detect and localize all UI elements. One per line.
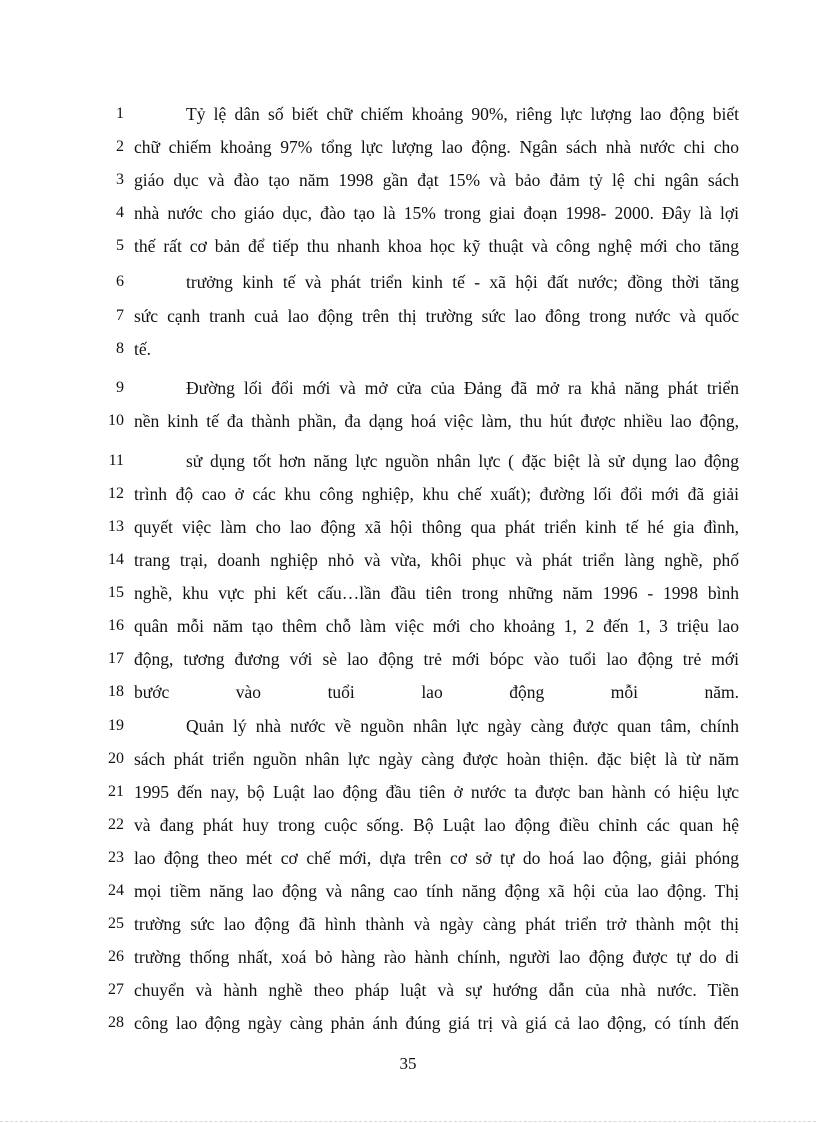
line-number: 17	[108, 650, 124, 667]
line-text: tế.	[134, 339, 152, 359]
text-line	[0, 100, 816, 128]
text-line	[0, 811, 816, 839]
line-text: quân mỗi năm tạo thêm chỗ làm việc mới cho khoảng 1, 2 đến 1, 3 triệu lao	[134, 616, 739, 636]
text-line	[0, 447, 816, 475]
text-line	[0, 844, 816, 872]
text-line	[0, 1009, 816, 1037]
line-text: chuyển và hành nghề theo pháp luật và sự hướng dẫn của nhà nước. Tiền	[134, 980, 739, 1000]
line-number: 13	[108, 518, 124, 535]
text-line	[0, 712, 816, 740]
line-text: công lao động ngày càng phản ánh đúng giá trị và giá cả lao động, có tính đến	[134, 1013, 739, 1033]
line-number: 23	[108, 849, 124, 866]
line-number: 26	[108, 948, 124, 965]
line-number: 14	[108, 551, 124, 568]
line-text: nghề, khu vực phi kết cấu…lần đầu tiên trong những năm 1996 - 1998 bình	[134, 583, 739, 603]
text-line	[0, 943, 816, 971]
line-text: sách phát triển nguồn nhân lực ngày càng được hoàn thiện. đặc biệt là từ năm	[134, 749, 739, 769]
text-line	[0, 232, 816, 260]
line-number: 3	[116, 171, 124, 188]
text-line	[0, 612, 816, 640]
text-line	[0, 910, 816, 938]
line-text: trường sức lao động đã hình thành và ngày càng phát triển trở thành một thị	[134, 914, 739, 934]
text-line	[0, 645, 816, 673]
line-text: Tỷ lệ dân số biết chữ chiếm khoảng 90%, riêng lực lượng lao động biết	[186, 104, 739, 124]
text-line	[0, 335, 816, 363]
line-number: 15	[108, 584, 124, 601]
line-number: 11	[108, 452, 124, 469]
text-line	[0, 745, 816, 773]
line-text: thế rất cơ bản để tiếp thu nhanh khoa học kỹ thuật và công nghệ mới cho tăng	[134, 236, 739, 256]
line-text: chữ chiếm khoảng 97% tổng lực lượng lao động. Ngân sách nhà nước chi cho	[134, 137, 739, 157]
line-number: 7	[116, 307, 124, 324]
line-number: 1	[116, 105, 124, 122]
text-line	[0, 199, 816, 227]
line-number: 9	[116, 379, 124, 396]
line-text: nền kinh tế đa thành phần, đa dạng hoá việc làm, thu hút được nhiều lao động,	[134, 411, 739, 431]
text-line	[0, 976, 816, 1004]
text-line	[0, 480, 816, 508]
line-text: trường thống nhất, xoá bỏ hàng rào hành chính, người lao động được tự do di	[134, 947, 739, 967]
text-line	[0, 166, 816, 194]
text-line	[0, 546, 816, 574]
line-text: sử dụng tốt hơn năng lực nguồn nhân lực ( đặc biệt là sử dụng lao động	[186, 451, 739, 471]
line-text: trang trại, doanh nghiệp nhỏ và vừa, khôi phục và phát triển làng nghề, phố	[134, 550, 739, 570]
text-line	[0, 877, 816, 905]
line-text: trình độ cao ở các khu công nghiệp, khu chế xuất); đường lối đổi mới đã giải	[134, 484, 739, 504]
text-line	[0, 133, 816, 161]
text-line	[0, 678, 816, 706]
line-number: 6	[116, 273, 124, 290]
line-number: 25	[108, 915, 124, 932]
line-text: sức cạnh tranh cuả lao động trên thị trường sức lao đông trong nước và quốc	[134, 306, 739, 326]
line-text: Đường lối đổi mới và mở cửa của Đảng đã mở ra khả năng phát triển	[186, 378, 739, 398]
text-line	[0, 407, 816, 435]
page-number: 35	[399, 1054, 417, 1073]
line-text: trưởng kinh tế và phát triển kinh tế - xã hội đất nước; đồng thời tăng	[186, 272, 739, 292]
line-number: 21	[108, 783, 124, 800]
line-number: 28	[108, 1014, 124, 1031]
line-text: động, tương đương với sè lao động trẻ mới bópc vào tuổi lao động trẻ mới	[134, 649, 739, 669]
line-number: 5	[116, 237, 124, 254]
text-line	[0, 374, 816, 402]
line-number: 10	[108, 412, 124, 429]
line-text: 1995 đến nay, bộ Luật lao động đầu tiên ở nước ta được ban hành có hiệu lực	[134, 782, 739, 802]
line-number: 8	[116, 340, 124, 357]
line-number: 22	[108, 816, 124, 833]
line-number: 16	[108, 617, 124, 634]
line-number: 18	[108, 683, 124, 700]
line-text: lao động theo mét cơ chế mới, dựa trên cơ sở tự do hoá lao động, giải phóng	[134, 848, 739, 868]
line-text: bước vào tuổi lao động mỗi năm.	[134, 682, 739, 702]
text-line	[0, 302, 816, 330]
line-text: quyết việc làm cho lao động xã hội thông qua phát triển kinh tế hé gia đình,	[134, 517, 739, 537]
line-number: 24	[108, 882, 124, 899]
line-number: 19	[108, 717, 124, 734]
line-text: mọi tiềm năng lao động và nâng cao tính năng động xã hội của lao động. Thị	[134, 881, 739, 901]
text-line	[0, 268, 816, 296]
line-number: 12	[108, 485, 124, 502]
line-number: 20	[108, 750, 124, 767]
line-number: 2	[116, 138, 124, 155]
text-line	[0, 513, 816, 541]
text-line	[0, 778, 816, 806]
line-text: và đang phát huy trong cuộc sống. Bộ Luật lao động điều chỉnh các quan hệ	[134, 815, 739, 835]
line-number: 4	[116, 204, 124, 221]
line-text: nhà nước cho giáo dục, đào tạo là 15% trong giai đoạn 1998- 2000. Đây là lợi	[134, 203, 739, 223]
text-line	[0, 579, 816, 607]
line-text: Quản lý nhà nước về nguồn nhân lực ngày càng được quan tâm, chính	[186, 716, 739, 736]
line-text: giáo dục và đào tạo năm 1998 gần đạt 15% và bảo đảm tỷ lệ chi ngân sách	[134, 170, 739, 190]
line-number: 27	[108, 981, 124, 998]
page-bottom-divider	[0, 1121, 816, 1122]
